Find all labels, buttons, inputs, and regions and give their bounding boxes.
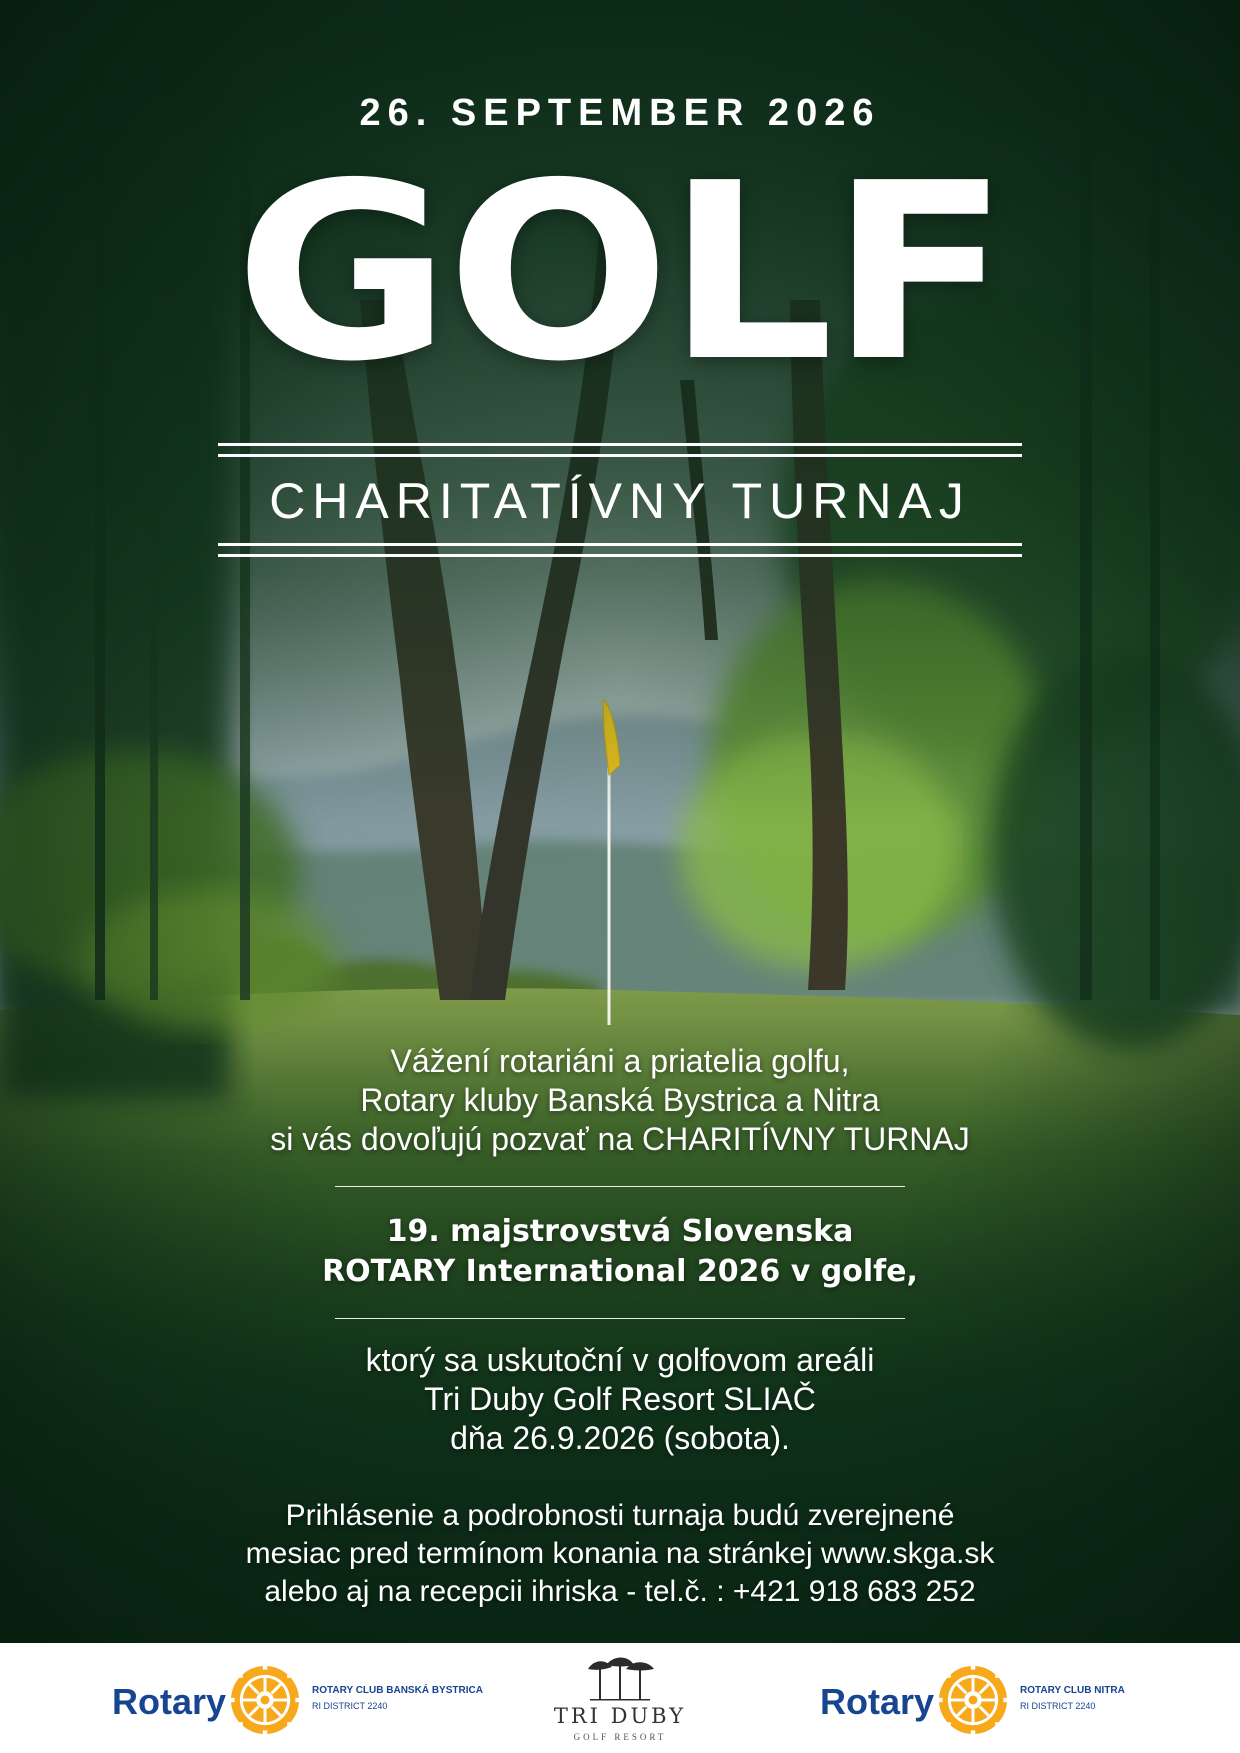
venue-line: Tri Duby Golf Resort SLIAČ [424,1381,816,1417]
tree-icon [580,1655,660,1703]
club-name: ROTARY CLUB NITRA [1020,1685,1125,1696]
intro-line: si vás dovoľujú pozvať na CHARITÍVNY TURNAJ [270,1121,970,1157]
registration-info [0,1497,1240,1611]
club-district: RI DISTRICT 2240 [312,1701,388,1711]
info-line: mesiac pred termínom konania na stránkej www.skga.sk [245,1537,995,1570]
event-date: 26. SEPTEMBER 2026 [359,92,881,134]
club-name: ROTARY CLUB BANSKÁ BYSTRICA [312,1685,483,1696]
championship-line: 19. majstrovstvá Slovenska [386,1214,854,1249]
rotary-wordmark: Rotary [820,1681,935,1722]
rotary-wheel-icon [228,1663,302,1737]
tri-duby-logo [540,1655,700,1747]
event-subtitle: CHARITATÍVNY TURNAJ [269,473,971,529]
tri-duby-subtitle: GOLF RESORT [573,1732,667,1742]
tri-duby-name: TRI DUBY [553,1704,687,1728]
rotary-wheel-icon [936,1663,1010,1737]
divider-bottom-2 [218,554,1022,557]
venue-line: dňa 26.9.2026 (sobota). [450,1420,790,1456]
club-district: RI DISTRICT 2240 [1020,1701,1096,1711]
divider-top-1 [218,443,1022,446]
info-line: alebo aj na recepcii ihriska - tel.č. : +421 918 683 252 [264,1575,976,1608]
divider-top-2 [218,454,1022,457]
rotary-wordmark: Rotary [112,1681,227,1722]
sponsor-footer [0,1643,1240,1753]
intro-line: Vážení rotariáni a priatelia golfu, [390,1043,850,1079]
divider-thin-1 [335,1186,905,1187]
championship-title [0,1212,1240,1292]
rotary-logo-banska-bystrica [112,1663,483,1743]
venue-text [0,1341,1240,1458]
info-line: Prihlásenie a podrobnosti turnaja budú zverejnené [285,1499,955,1532]
venue-line: ktorý sa uskutoční v golfovom areáli [365,1342,875,1378]
divider-thin-2 [335,1318,905,1319]
championship-line: ROTARY International 2026 v golfe, [322,1254,918,1289]
rotary-logo-nitra [820,1663,1180,1743]
intro-text [0,1042,1240,1159]
event-title: GOLF [234,131,1006,415]
intro-line: Rotary kluby Banská Bystrica a Nitra [360,1082,880,1118]
divider-bottom-1 [218,543,1022,546]
